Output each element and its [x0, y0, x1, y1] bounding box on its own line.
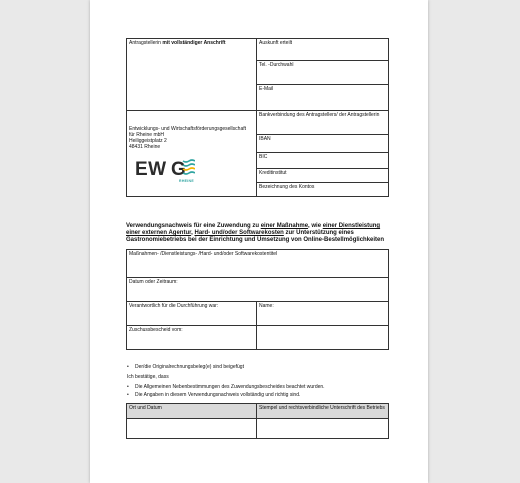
svg-text:G: G [171, 159, 186, 180]
organisation-cell [127, 111, 257, 197]
logo-subtitle: RHEINE [179, 179, 195, 183]
bank-cell[interactable]: Bankverbindung des Antragstellers/ der Antragstellerin [257, 111, 389, 135]
ewg-logo [135, 157, 195, 185]
iban-cell[interactable]: IBAN [257, 135, 389, 153]
place-date-header: Ort und Datum [127, 404, 257, 419]
note-conditions: • Die Allgemeinen Nebenbestimmungen des Zuwendungsbescheides beachtet wurden. [135, 384, 325, 390]
org-line-4: 48431 Rheine [129, 144, 161, 150]
org-line-1: Entwicklungs- und Wirtschaftsförderungsgesellschaft [129, 126, 246, 132]
measure-table [126, 249, 389, 350]
signature-header: Stempel und rechtsverbindliche Unterschrift des Betriebs [257, 404, 389, 419]
phone-cell[interactable]: Tel. -Durchwahl [257, 61, 389, 85]
document-page [90, 0, 428, 483]
account-name-cell[interactable]: Bezeichnung des Kontos [257, 183, 389, 197]
email-cell[interactable]: E-Mail [257, 85, 389, 111]
org-line-3: Heiliggeistplatz 2 [129, 138, 167, 144]
measure-title-cell[interactable]: Maßnahmen- /Dienstleistungs- /Hard- und/oder Softwarekostentitel [127, 250, 389, 278]
name-cell[interactable]: Name: [257, 302, 389, 326]
grant-notice-value-cell[interactable] [257, 326, 389, 350]
note-correct: • Die Angaben in diesem Verwendungsnachweis vollständig und richtig sind. [135, 392, 300, 398]
applicant-address-cell[interactable]: Antragstellerin mit vollständiger Anschrift [127, 39, 257, 111]
bic-cell[interactable]: BIC [257, 153, 389, 169]
responsible-cell[interactable]: Verantwortlich für die Durchführung war: [127, 302, 257, 326]
svg-text:EW: EW [135, 159, 167, 180]
info-cell[interactable]: Auskunft erteilt [257, 39, 389, 61]
bank-institute-cell[interactable]: Kreditinstitut [257, 169, 389, 183]
applicant-table [126, 38, 389, 197]
confirm-text: Ich bestätige, dass [127, 374, 169, 380]
place-date-field[interactable] [127, 419, 257, 439]
date-cell[interactable]: Datum oder Zeitraum: [127, 278, 389, 302]
signature-table [126, 403, 389, 439]
grant-notice-cell[interactable]: Zuschussbescheid vom: [127, 326, 257, 350]
note-receipts: • Der/die Originalrechnungsbeleg(e) sind beigefügt [135, 364, 244, 370]
proof-heading: Verwendungsnachweis für eine Zuwendung zu einer Maßnahme, wie einer Dienstleistung einer externen Agentur, Hard- und/oder Softwarekosten zur Unterstützung eines Gastronomiebetriebs bei der Einrichtung und Umsetzung von Online-Bestellmöglichkeiten [126, 223, 385, 243]
org-line-2: für Rheine mbH [129, 132, 165, 138]
signature-field[interactable] [257, 419, 389, 439]
